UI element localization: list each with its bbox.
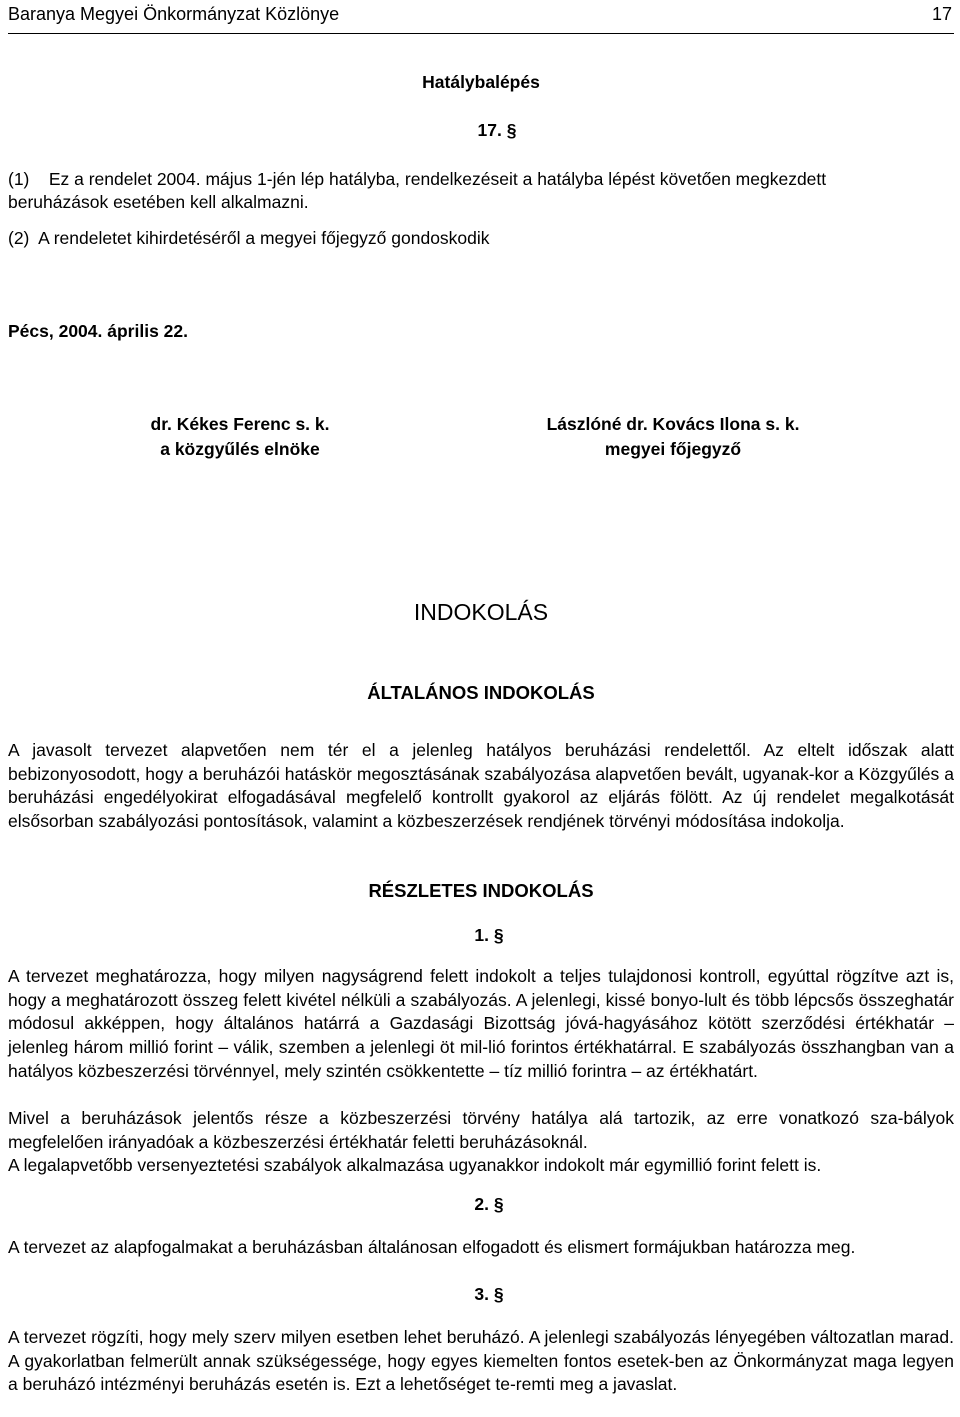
paragraph-1-line-2: beruházások esetében kell alkalmazni. [8, 192, 309, 212]
detailed-section-number: 3. § [474, 1284, 504, 1304]
signature-right-name: Lászlóné dr. Kovács Ilona s. k. [546, 414, 800, 434]
publication-title: Baranya Megyei Önkormányzat Közlönye [8, 4, 340, 24]
signature-right [543, 412, 803, 462]
running-header [8, 0, 954, 34]
signature-right-title: megyei főjegyző [604, 439, 742, 459]
detailed-justification-title: RÉSZLETES INDOKOLÁS [368, 880, 594, 901]
signature-left-title: a közgyűlés elnöke [160, 439, 320, 459]
page-number: 17 [931, 4, 952, 24]
general-justification-text: A javasolt tervezet alapvetően nem tér el a jelenleg hatályos beruházási rendelettől. Az eltelt időszak alatt bebizonyosodott, hogy a beruházói hatáskör megosztásának szabályozása alapvetően bevált, ugyanak-kor a Közgyűlés a beruházási engedélyokirat elfogadásával megfelelő kontrollt gyakorol az eljárás fölött. Az új rendelet megalkotását elsősorban szabályozási pontosítások, valamint a közbeszerzések rendjének törvényi módosítása indokolja. [8, 740, 954, 832]
paragraph-2: (2) A rendeletet kihirdetéséről a megyei főjegyző gondoskodik [8, 228, 490, 248]
general-justification-title: ÁLTALÁNOS INDOKOLÁS [367, 682, 595, 703]
detailed-paragraph: A tervezet meghatározza, hogy milyen nagyságrend felett indokolt a teljes tulajdonosi kontroll, egyúttal rögzítve azt is, hogy a meghatározott összeg felett kivétel nélküli a szabályozás. A jelenlegi, kissé bonyo-lult és több lépcsős összeghatár módosul akképpen, hogy általános határrá a Gazdasági Bizottság jóvá-hagyásához kötött szerződési értékhatár – jelenleg három millió forint – válik, szemben a jelenlegi öt mil-lió forintos értékhatárral. E szabályozás összhangban van a hatályos közbeszerzési törvénnyel, mely szintén csökkentette – tíz millió forintra – az értékhatárt. [8, 966, 954, 1081]
paragraph-1-line-1: (1) Ez a rendelet 2004. május 1-jén lép hatályba, rendelkezéseit a hatályba lépést követően megkezdett [8, 169, 827, 189]
section-number: 17. § [477, 120, 517, 140]
detailed-paragraph: Mivel a beruházások jelentős része a közbeszerzési törvény hatálya alá tartozik, az erre vonatkozó sza-bályok megfelelően irányadóak a közbeszerzési értékhatár feletti beruházásoknál. [8, 1108, 954, 1152]
section-title: Hatálybalépés [422, 72, 540, 92]
detailed-paragraph: A legalapvetőbb versenyeztetési szabályok alkalmazása ugyanakkor indokolt már egymillió forint felett is. [8, 1155, 822, 1175]
signature-left-name: dr. Kékes Ferenc s. k. [150, 414, 330, 434]
detailed-section-number: 2. § [474, 1194, 504, 1214]
detailed-paragraph: A tervezet az alapfogalmakat a beruházásban általánosan elfogadott és elismert formájukban határozza meg. [8, 1237, 856, 1257]
place-date: Pécs, 2004. április 22. [8, 321, 188, 341]
justification-title: INDOKOLÁS [413, 599, 549, 625]
signature-left [128, 412, 352, 462]
detailed-section-number: 1. § [474, 925, 504, 945]
detailed-paragraph: A tervezet rögzíti, hogy mely szerv milyen esetben lehet beruházó. A jelenlegi szabályozás lényegében változatlan marad. A gyakorlatban felmerült annak szükségessége, hogy egyes kiemelten fontos esetek-ben az Önkormányzat maga legyen a beruházó intézményi beruházás esetén is. Ezt a lehetőséget te-remti meg a javaslat. [8, 1327, 954, 1395]
